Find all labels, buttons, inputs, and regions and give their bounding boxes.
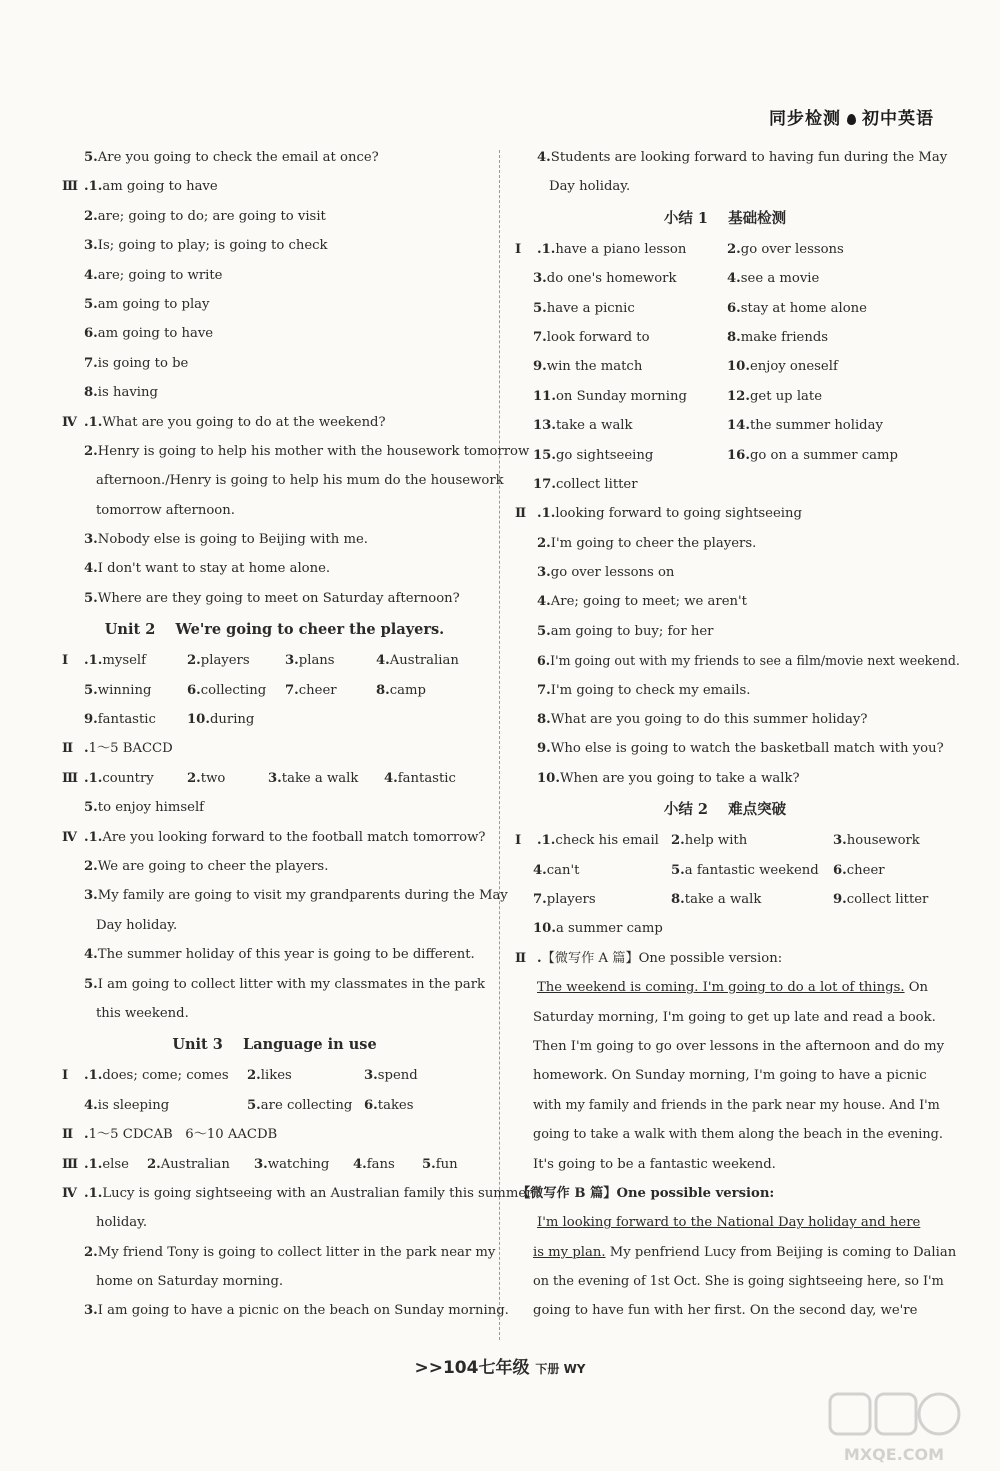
column-divider <box>499 150 500 1340</box>
bulb-icon <box>847 114 856 125</box>
answer-line: Ⅰ .1.does; come; comes 2.likes 3.spend <box>62 1068 418 1084</box>
writing-line: homework. On Sunday morning, I'm going to have a picnic <box>533 1068 927 1084</box>
answer-line: 3.I am going to have a picnic on the beach on Sunday morning. <box>84 1303 509 1319</box>
writing-b-label: 【微写作 B 篇】One possible version: <box>517 1185 775 1201</box>
answer-line: 3.do one's homework 4.see a movie <box>533 271 820 287</box>
answer-line: Ⅳ .1.What are you going to do at the weekend? <box>62 414 386 430</box>
answer-line: 7.players 8.take a walk 9.collect litter <box>533 891 929 907</box>
answer-line: Ⅳ .1.Lucy is going sightseeing with an Australian family this summer <box>62 1185 533 1201</box>
answer-line: 7.is going to be <box>84 355 189 371</box>
answer-line: 3.Nobody else is going to Beijing with me. <box>84 532 368 548</box>
answer-line: afternoon./Henry is going to help his mum do the housework <box>96 473 504 489</box>
answer-line: 5.have a picnic 6.stay at home alone <box>533 300 867 316</box>
answer-line: 5.I am going to collect litter with my classmates in the park <box>84 976 486 992</box>
answer-line: this weekend. <box>96 1005 189 1021</box>
summary1-heading: 小结 1 基础检测 <box>663 209 787 227</box>
answer-line: 6.am going to have <box>84 326 214 342</box>
answer-line: Ⅲ .1.else 2.Australian 3.watching 4.fans 5.fun <box>62 1156 458 1172</box>
page-footer: >>104七年级 下册 WY <box>414 1358 586 1378</box>
answer-line: Ⅱ .1～5 BACCD <box>62 741 173 757</box>
watermark-text: MXQE.COM <box>843 1445 945 1464</box>
watermark-logo <box>824 1388 964 1468</box>
answer-line: 3.Is; going to play; is going to check <box>84 238 328 254</box>
unit2-heading: Unit 2 We're going to cheer the players. <box>104 621 445 639</box>
answer-line: 9.fantastic 10.during <box>84 712 255 728</box>
answer-line: 9.win the match 10.enjoy oneself <box>533 359 838 375</box>
writing-line: with my family and friends in the park near my house. And I'm <box>533 1097 940 1113</box>
answer-line: Ⅲ .1.country 2.two 3.take a walk 4.fantastic <box>62 770 456 786</box>
writing-line: Saturday morning, I'm going to get up late and read a book. <box>533 1009 936 1025</box>
answer-line: 5.am going to play <box>84 296 210 312</box>
answer-line: 8.is having <box>84 385 158 401</box>
answer-line: Day holiday. <box>549 179 631 195</box>
answer-line: Ⅱ .1～5 CDCAB 6～10 AACDB <box>62 1127 278 1143</box>
answer-line: 5.Are you going to check the email at once? <box>84 150 379 165</box>
answer-line: Ⅰ .1.have a piano lesson 2.go over lessons <box>515 241 844 257</box>
answer-line: 4.are; going to write <box>84 267 223 283</box>
answer-line: 5.am going to buy; for her <box>537 623 714 639</box>
answer-line: 4.Are; going to meet; we aren't <box>537 594 747 610</box>
answer-line: 4.can't 5.a fantastic weekend 6.cheer <box>533 862 885 878</box>
answer-line: Ⅲ .1.am going to have <box>62 179 218 195</box>
answer-line: 2.My friend Tony is going to collect litter in the park near my <box>84 1244 496 1260</box>
answer-line: Ⅱ .1.looking forward to going sightseeing <box>515 506 802 522</box>
writing-line: on the evening of 1st Oct. She is going sightseeing here, so I'm <box>533 1274 944 1290</box>
writing-line: The weekend is coming. I'm going to do a lot of things. On <box>537 980 929 996</box>
answer-line: 10.a summer camp <box>533 921 663 937</box>
answer-line: 9.Who else is going to watch the basketball match with you? <box>537 741 944 757</box>
writing-line: is my plan. My penfriend Lucy from Beijing is coming to Dalian <box>533 1244 957 1260</box>
answer-line: 5.winning 6.collecting 7.cheer 8.camp <box>84 682 426 698</box>
writing-line: I'm looking forward to the National Day holiday and here <box>537 1215 921 1231</box>
answer-line: tomorrow afternoon. <box>96 502 235 518</box>
answer-line: 8.What are you going to do this summer holiday? <box>537 712 868 728</box>
answer-line: 4.I don't want to stay at home alone. <box>84 561 331 577</box>
summary2-heading: 小结 2 难点突破 <box>663 801 787 819</box>
answer-line: 5.Where are they going to meet on Saturday afternoon? <box>84 590 460 606</box>
answer-line: 2.Henry is going to help his mother with the housework tomorrow <box>84 443 530 459</box>
unit3-heading: Unit 3 Language in use <box>172 1036 377 1054</box>
answer-line: 6.I'm going out with my friends to see a film/movie next weekend. <box>537 653 960 669</box>
answer-line: 7.look forward to 8.make friends <box>533 329 829 345</box>
answer-line: holiday. <box>96 1215 148 1231</box>
writing-line: going to have fun with her first. On the second day, we're <box>533 1303 918 1319</box>
page-header: 同步检测 初中英语 <box>769 109 934 129</box>
right-column <box>515 143 960 1326</box>
writing-a-label: Ⅱ .【微写作 A 篇】One possible version: <box>515 950 783 966</box>
answer-line: Ⅰ .1.check his email 2.help with 3.housework <box>515 833 920 849</box>
answer-line: 3.My family are going to visit my grandparents during the May <box>84 888 508 904</box>
answer-line: 10.When are you going to take a walk? <box>537 770 800 786</box>
left-column <box>62 143 533 1326</box>
answer-line: Day holiday. <box>96 917 178 933</box>
answer-line: 13.take a walk 14.the summer holiday <box>533 418 883 434</box>
writing-line: Then I'm going to go over lessons in the afternoon and do my <box>533 1038 945 1054</box>
answer-line: home on Saturday morning. <box>96 1274 284 1290</box>
answer-line: 7.I'm going to check my emails. <box>537 682 751 698</box>
answer-line: Ⅰ .1.myself 2.players 3.plans 4.Australian <box>62 653 459 669</box>
answer-line: 17.collect litter <box>533 476 638 492</box>
answer-line: Ⅳ .1.Are you looking forward to the football match tomorrow? <box>62 829 486 845</box>
answer-line: 2.are; going to do; are going to visit <box>84 208 326 224</box>
answer-line: 2.I'm going to cheer the players. <box>537 535 757 551</box>
answer-line: 3.go over lessons on <box>537 565 675 581</box>
answer-line: 4.Students are looking forward to having fun during the May <box>537 150 948 165</box>
answer-line: 11.on Sunday morning 12.get up late <box>533 388 823 404</box>
answer-line: 4.is sleeping 5.are collecting 6.takes <box>84 1097 414 1113</box>
writing-line: It's going to be a fantastic weekend. <box>533 1156 776 1172</box>
answer-line: 5.to enjoy himself <box>84 800 205 816</box>
answer-line: 2.We are going to cheer the players. <box>84 858 329 874</box>
writing-line: going to take a walk with them along the beach in the evening. <box>533 1127 943 1143</box>
answer-line: 4.The summer holiday of this year is going to be different. <box>84 947 475 963</box>
answer-line: 15.go sightseeing 16.go on a summer camp <box>533 447 898 463</box>
